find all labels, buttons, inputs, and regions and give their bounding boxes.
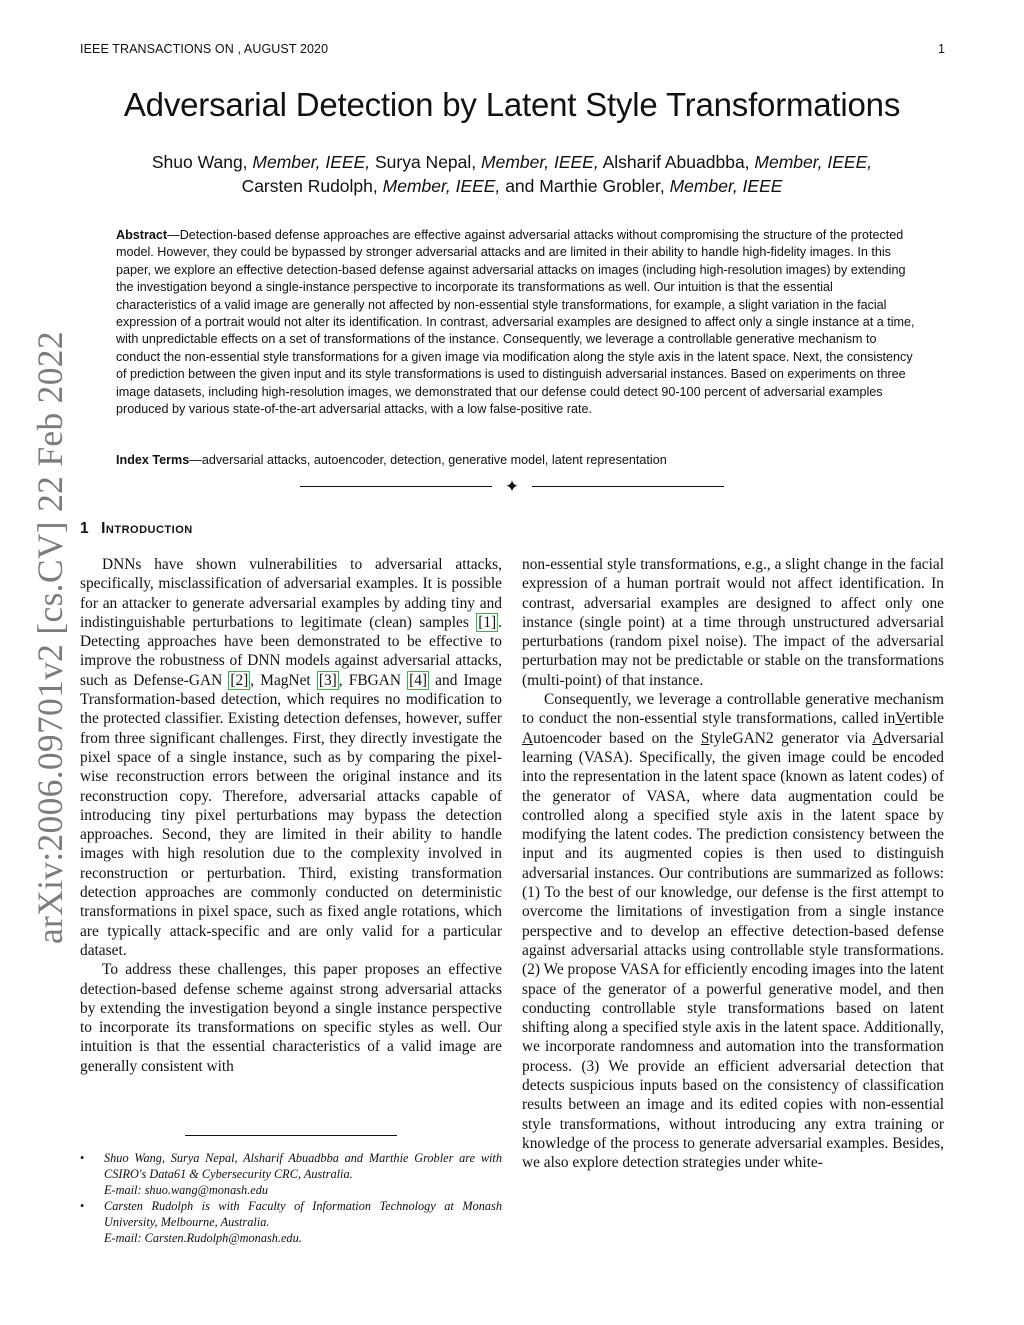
section-number: 1 [80,520,90,537]
paragraph: non-essential style transformations, e.g., a slight change in the facial expression of a human portrait would not affect identification. In contrast, adversarial examples are designed to affect only one instance (single point) at a time through unstructured adversarial perturbations (random pixel noise). The impact of the adversarial perturbation may not be predictable or stable on the transformations (multi-point) of that instance. [522,556,944,689]
text-run: DNNs have shown vulnerabilities to adversarial attacks, specifically, misclassification of adversarial examples. It is possible for an attacker to generate adversarial examples by adding tiny and indistinguishable perturbations to legitimate (clean) samples [80,556,502,631]
text-run: utoencoder based on the [533,729,701,747]
text-run: ertible [904,710,944,728]
footnote-line: E-mail: shuo.wang@monash.edu [104,1183,268,1197]
author-name: Carsten Rudolph, [241,176,378,196]
abstract [116,227,916,418]
abstract-label: Abstract [116,228,168,242]
acronym-letter: A [872,729,884,747]
paragraph [80,555,502,960]
section-divider [300,477,724,497]
acronym-letter: V [895,710,905,728]
author-line-2 [60,174,964,198]
running-header: IEEE TRANSACTIONS ON , AUGUST 2020 [80,42,329,56]
arxiv-watermark: arXiv:2006.09701v2 [cs.CV] 22 Feb 2022 [30,331,70,944]
author-role: Member, IEEE, [481,152,599,172]
author-name: and Marthie Grobler, [505,176,665,196]
author-role: Member, IEEE, [252,152,371,172]
acronym-letter: A [522,729,534,747]
left-column [80,555,502,1076]
citation-link[interactable]: [4] [409,671,428,689]
paragraph: To address these challenges, this paper proposes an effective detection-based defense scheme against strong adversarial attacks by extending the investigation beyond a single instance perspective to incorporate its transformations on specific styles as well. Our intuition is that the essential characteristics of a valid image are generally consistent with [80,961,502,1075]
footnote-line: E-mail: Carsten.Rudolph@monash.edu. [104,1231,302,1245]
paragraph [522,690,944,1172]
footnote [80,1150,502,1198]
author-name: Alsharif Abuadbba, [602,152,750,172]
footnote-rule [185,1135,397,1136]
author-role: Member, IEEE [669,176,783,196]
footnote-line: Carsten Rudolph is with Faculty of Information Technology at Monash University, Melbourne, Australia. [104,1199,502,1229]
index-terms [116,452,916,469]
text-run: Consequently, we leverage a controllable generative mechanism to conduct the non-essential style transformations, called in [522,691,944,728]
divider-rule-left [300,486,492,487]
author-line-1 [60,150,964,174]
index-terms-label: Index Terms [116,453,190,467]
text-run: dversarial learning (VASA). Specifically, the given image could be encoded into the representation in the latent space (known as latent codes) of the generator of VASA, where data augmentation could be controlled along a specified style axis in the latent space by modifying the latent codes. The prediction consistency between the input and its augmented copies is then used to distinguish adversarial instances. Our contributions are summarized as follows: (1) To the best of our knowledge, our defense is the first attempt to overcome the limitations of investigation from a single instance perspective and to develop an effective detection-based defense against adversarial attacks using controllable style transformations. (2) We propose VASA for efficiently encoding images into the latent space of the generator of a powerful generative model, and then conducting controllable style transformations based on latent shifting along a specified style axis in the latent space. Additionally, we incorporate randomness and automation into the transformation process. (3) We provide an efficient adversarial detection that detects suspicious inputs based on the consistency of classification results between an image and its edited copies with non-essential style transformations, without introducing any extra training or knowledge of the process to generate adversarial examples. Besides, we also explore detection strategies under white- [522,729,944,1172]
right-column [522,555,944,1173]
author-role: Member, IEEE, [754,152,873,172]
citation-link[interactable]: [3] [318,671,337,689]
text-run: and Image Transformation-based detection, which requires no modification to the protected classifier. Existing detection defenses, however, suffer from three significant challenges. First, they directly investigate the pixel space of a single instance, such as by comparing the pixel-wise reconstruction errors between the original instance and its reconstruction copy. Therefore, adversarial attacks capable of introducing tiny pixel perturbations may bypass the detection approaches. Second, they are limited in their ability to handle images with high resolution due to the complexity involved in reconstruction or perturbation. Third, existing transformation detection approaches are commonly conducted on deterministic transformations in pixel space, such as fixed angle rotations, which are typically attack-specific and are only valid for a particular dataset. [80,671,502,959]
author-role: Member, IEEE, [382,176,501,196]
divider-rule-right [532,486,724,487]
section-heading [80,520,193,538]
text-run: , FBGAN [338,671,408,689]
text-run: tyleGAN2 generator via [709,729,873,747]
footnote-line: Shuo Wang, Surya Nepal, Alsharif Abuadbba and Marthie Grobler are with CSIRO's Data61 & Cybersecurity CRC, Australia. [104,1151,502,1181]
author-name: Shuo Wang, [151,152,248,172]
author-name: Surya Nepal, [374,152,477,172]
text-run: . Detecting approaches have been demonstrated to be effective to improve the robustness of DNN models against adversarial attacks, such as Defense-GAN [80,613,502,689]
citation-link[interactable]: [2] [230,671,249,689]
bullet-icon: • [80,1151,85,1165]
footnotes [80,1150,502,1246]
acronym-letter: S [700,729,710,747]
diamond-star-icon: ✦ [504,477,520,496]
bullet-icon: • [80,1199,85,1213]
author-block [60,150,964,198]
footnote [80,1198,502,1246]
citation-link[interactable]: [1] [478,613,497,631]
section-title: Introduction [101,520,193,537]
abstract-text: —Detection-based defense approaches are effective against adversarial attacks without compromising the structure of the protected model. However, they could be bypassed by stronger adversarial attacks and are limited in their ability to handle high-fidelity images. In this paper, we explore an effective detection-based defense against adversarial attacks on images (including high-resolution images) by extending the investigation beyond a single-instance perspective to incorporate its transformations as well. Our intuition is that the essential characteristics of a valid image are generally not affected by non-essential style transformations, for example, a slight variation in the facial expression of a portrait would not alter its identification. In contrast, adversarial examples are designed to affect only a single instance at a time, with unpredictable effects on a set of transformations of the instance. Consequently, we leverage a controllable generative mechanism to conduct the non-essential style transformations for a given image via modification along the style axis in the latent space. Next, the consistency of prediction between the given input and its style transformations is used to distinguish adversarial instances. Based on experiments on three image datasets, including high-resolution images, we demonstrated that our defense could detect 90-100 percent of adversarial examples produced by various state-of-the-art adversarial attacks, with a low false-positive rate. [116,228,915,417]
page-number: 1 [938,42,945,56]
paper-title: Adversarial Detection by Latent Style Transformations [123,86,901,123]
index-terms-text: —adversarial attacks, autoencoder, detection, generative model, latent representation [189,453,667,467]
text-run: , MagNet [250,671,317,689]
